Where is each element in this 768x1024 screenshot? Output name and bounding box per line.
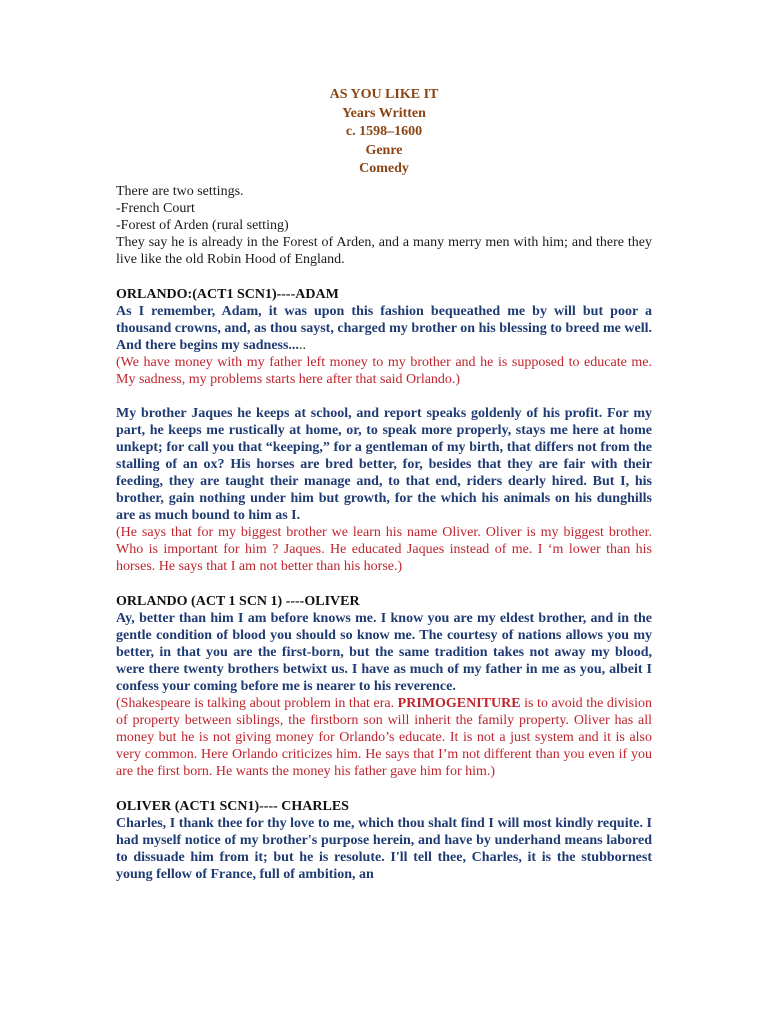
setting-french-court: -French Court	[116, 201, 195, 216]
section-heading-oliver-charles: OLIVER (ACT1 SCN1)---- CHARLES	[116, 799, 349, 814]
primogeniture-term: PRIMOGENITURE	[397, 696, 521, 711]
settings-quote: They say he is already in the Forest of Arden, and a many merry men with him; and there they live like the old Robin Hood of England.	[116, 235, 652, 267]
quote-paragraph-3: Ay, better than him I am before knows me. I know you are my eldest brother, and in the gentle condition of blood you should so know me. The courtesy of nations allows you my better, in that you are the first-born, but the same tradition takes not away my blood, were there twenty brothers betwixt us. I have as much of my father in me as you, albeit I confess your coming before me is nearer to his reverence.	[116, 611, 652, 694]
genre-label: Genre	[365, 142, 403, 158]
years-written-label: Years Written	[342, 105, 426, 121]
quote-trailing-dots: ..	[298, 338, 306, 353]
settings-intro: There are two settings.	[116, 184, 244, 199]
commentary-2: (He says that for my biggest brother we learn his name Oliver. Oliver is my biggest brother. Who is important for him ? Jaques. He educated Jaques instead of me. I ‘m lower than his horses. He says that I am not better than his horse.)	[116, 525, 652, 574]
commentary-3-intro: (Shakespeare is talking about problem in that era.	[116, 696, 398, 711]
quote-paragraph-2: My brother Jaques he keeps at school, and report speaks goldenly of his profit. For my part, he keeps me rustically at home, or, to speak more properly, stays me here at home unkept; for call you that “keeping,” for a gentleman of my birth, that differs not from the stalling of an ox? His horses are bred better, for, besides that they are fair with their feeding, they are taught their manage and, to that end, riders dearly hired. But I, his brother, gain nothing under him but growth, for the which his animals on his dunghills are as much bound to him as I.	[116, 406, 652, 523]
section-heading-orlando-oliver: ORLANDO (ACT 1 SCN 1) ----OLIVER	[116, 594, 360, 609]
commentary-1: (We have money with my father left money to my brother and he is supposed to educate me. My sadness, my problems starts here after that said Orlando.)	[116, 355, 652, 387]
commentary-3-rest: is to avoid the division of property between siblings, the firstborn son will inherit the family property. Oliver has all money but he is not giving money for Orlando’s educate. It is not a just system and it is also very common. Here Orlando criticizes him. He says that I’m not different than you even if you are the first born. He wants the money his father gave him for him.)	[116, 696, 652, 779]
genre-value: Comedy	[359, 161, 409, 177]
quote-text: As I remember, Adam, it was upon this fashion bequeathed me by will but poor a thousand crowns, and, as thou sayst, charged my brother on his blessing to breed me well. And there begins my sadness...	[116, 304, 652, 353]
setting-forest-of-arden: -Forest of Arden (rural setting)	[116, 218, 289, 233]
title-block	[0, 86, 768, 179]
years-written-value: c. 1598–1600	[345, 124, 423, 140]
document-body	[116, 183, 652, 883]
commentary-3	[116, 695, 652, 780]
quote-paragraph-4: Charles, I thank thee for thy love to me, which thou shalt find I will most kindly requite. I had myself notice of my brother's purpose herein, and have by underhand means labored to dissuade him from it; but he is resolute. I'll tell thee, Charles, it is the stubbornest young fellow of France, full of ambition, an	[116, 816, 652, 882]
section-heading-orlando-adam: ORLANDO:(ACT1 SCN1)----ADAM	[116, 287, 339, 302]
quote-paragraph-1	[116, 303, 652, 354]
document-title: AS YOU LIKE IT	[329, 87, 439, 102]
